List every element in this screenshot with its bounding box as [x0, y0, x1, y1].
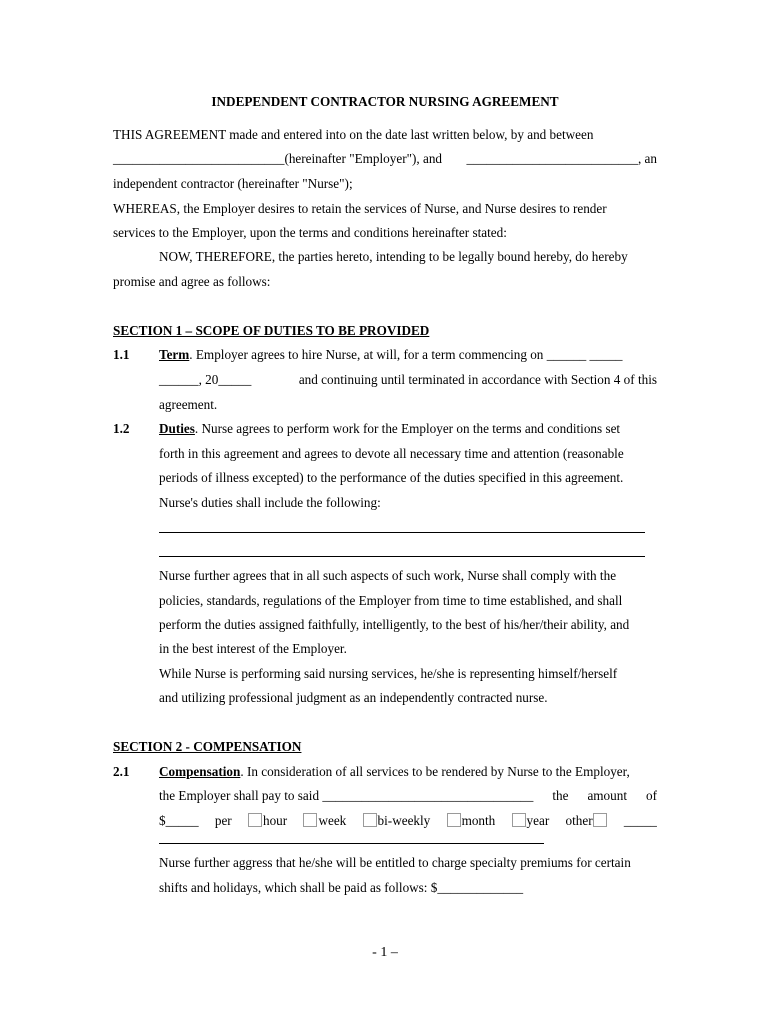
option-year[interactable] — [512, 813, 550, 829]
option-bi-weekly[interactable] — [363, 813, 431, 829]
option-month[interactable] — [447, 813, 496, 829]
section-1-2-line-1 — [159, 421, 620, 437]
term-date-blank[interactable]: ______, 20_____ — [159, 372, 252, 387]
option-hour-label: hour — [262, 813, 288, 828]
nurse-blank[interactable]: __________________________ — [466, 151, 638, 166]
checkbox-icon[interactable] — [363, 813, 377, 827]
of-text: of — [645, 788, 657, 803]
employer-blank[interactable]: __________________________ — [113, 151, 285, 166]
compensation-heading: Compensation — [159, 764, 241, 779]
intro-line-3: independent contractor (hereinafter "Nurse"); — [113, 176, 353, 191]
option-other[interactable] — [566, 813, 608, 829]
duties-blank-line-1[interactable] — [159, 532, 645, 533]
further-line-4: in the best interest of the Employer. — [159, 641, 347, 656]
intro-line-2-end: , an — [637, 151, 657, 166]
while-line-1: While Nurse is performing said nursing services, he/she is representing himself/herself — [159, 666, 618, 681]
intro-line-2 — [113, 151, 657, 167]
option-hour[interactable] — [248, 813, 287, 829]
section-1-heading: SECTION 1 – SCOPE OF DUTIES TO BE PROVIDED — [113, 323, 430, 338]
section-1-1-line-1 — [159, 347, 623, 363]
intro-line-1: THIS AGREEMENT made and entered into on the date last written below, by and between — [113, 127, 594, 142]
page-number: - 1 – — [372, 945, 398, 960]
checkbox-icon[interactable] — [248, 813, 262, 827]
pay-to-text: the Employer shall pay to said — [159, 788, 320, 803]
whereas-line-1: WHEREAS, the Employer desires to retain the services of Nurse, and Nurse desires to render — [113, 201, 607, 216]
section-1-2-line-4: Nurse's duties shall include the following: — [159, 495, 381, 510]
option-year-label: year — [526, 813, 550, 828]
section-2-heading: SECTION 2 - COMPENSATION — [113, 739, 302, 754]
duties-heading: Duties — [159, 421, 195, 436]
amount-text: amount — [587, 788, 627, 803]
checkbox-icon[interactable] — [512, 813, 526, 827]
option-bi-weekly-label: bi-weekly — [377, 813, 431, 828]
section-2-1-line-2 — [159, 788, 657, 804]
intro-line-2-text: (hereinafter "Employer"), and — [284, 151, 443, 166]
the-text: the — [552, 788, 569, 803]
section-1-2-number: 1.2 — [113, 421, 130, 436]
dollar-amount-blank[interactable]: $_____ — [159, 813, 199, 828]
premium-line-1: Nurse further aggress that he/she will be entitled to charge specialty premiums for certain — [159, 855, 631, 870]
checkbox-icon[interactable] — [593, 813, 607, 827]
while-line-2: and utilizing professional judgment as an independently contracted nurse. — [159, 690, 548, 705]
now-therefore-line-2: promise and agree as follows: — [113, 274, 271, 289]
other-blank[interactable]: _____ — [623, 813, 657, 828]
pay-period-row — [159, 813, 657, 829]
option-other-label: other — [565, 813, 593, 828]
section-1-1-number: 1.1 — [113, 347, 130, 362]
further-line-1: Nurse further agrees that in all such aspects of such work, Nurse shall comply with the — [159, 568, 617, 583]
premium-line-2: shifts and holidays, which shall be paid as follows: $_____________ — [159, 880, 524, 895]
section-2-1-line-1 — [159, 764, 630, 780]
compensation-text: . In consideration of all services to be rendered by Nurse to the Employer, — [240, 764, 630, 779]
payee-blank[interactable]: ________________________________ — [322, 788, 534, 803]
term-continuing-text: and continuing until terminated in accordance with Section 4 of this — [298, 372, 657, 387]
term-heading: Term — [159, 347, 190, 362]
duties-blank-line-2[interactable] — [159, 556, 645, 557]
compensation-blank-line[interactable] — [159, 843, 544, 844]
term-text: . Employer agrees to hire Nurse, at will, for a term commencing on ______ _____ — [189, 347, 623, 362]
section-1-1-line-3: agreement. — [159, 397, 218, 412]
further-line-2: policies, standards, regulations of the Employer from time to time established, and shall — [159, 593, 623, 608]
per-text: per — [214, 813, 232, 828]
section-1-2-line-2: forth in this agreement and agrees to devote all necessary time and attention (reasonable — [159, 446, 624, 461]
duties-text: . Nurse agrees to perform work for the Employer on the terms and conditions set — [194, 421, 621, 436]
section-1-1-line-2 — [159, 372, 657, 388]
section-2-1-number: 2.1 — [113, 764, 130, 779]
now-therefore-line-1: NOW, THEREFORE, the parties hereto, intending to be legally bound hereby, do hereby — [159, 249, 628, 264]
section-1-2-line-3: periods of illness excepted) to the performance of the duties specified in this agreement. — [159, 470, 624, 485]
checkbox-icon[interactable] — [303, 813, 317, 827]
option-month-label: month — [461, 813, 496, 828]
option-week-label: week — [318, 813, 347, 828]
further-line-3: perform the duties assigned faithfully, intelligently, to the best of his/her/their ability, and — [159, 617, 630, 632]
checkbox-icon[interactable] — [447, 813, 461, 827]
document-title: INDEPENDENT CONTRACTOR NURSING AGREEMENT — [211, 94, 559, 109]
option-week[interactable] — [303, 813, 346, 829]
whereas-line-2: services to the Employer, upon the terms and conditions hereinafter stated: — [113, 225, 507, 240]
